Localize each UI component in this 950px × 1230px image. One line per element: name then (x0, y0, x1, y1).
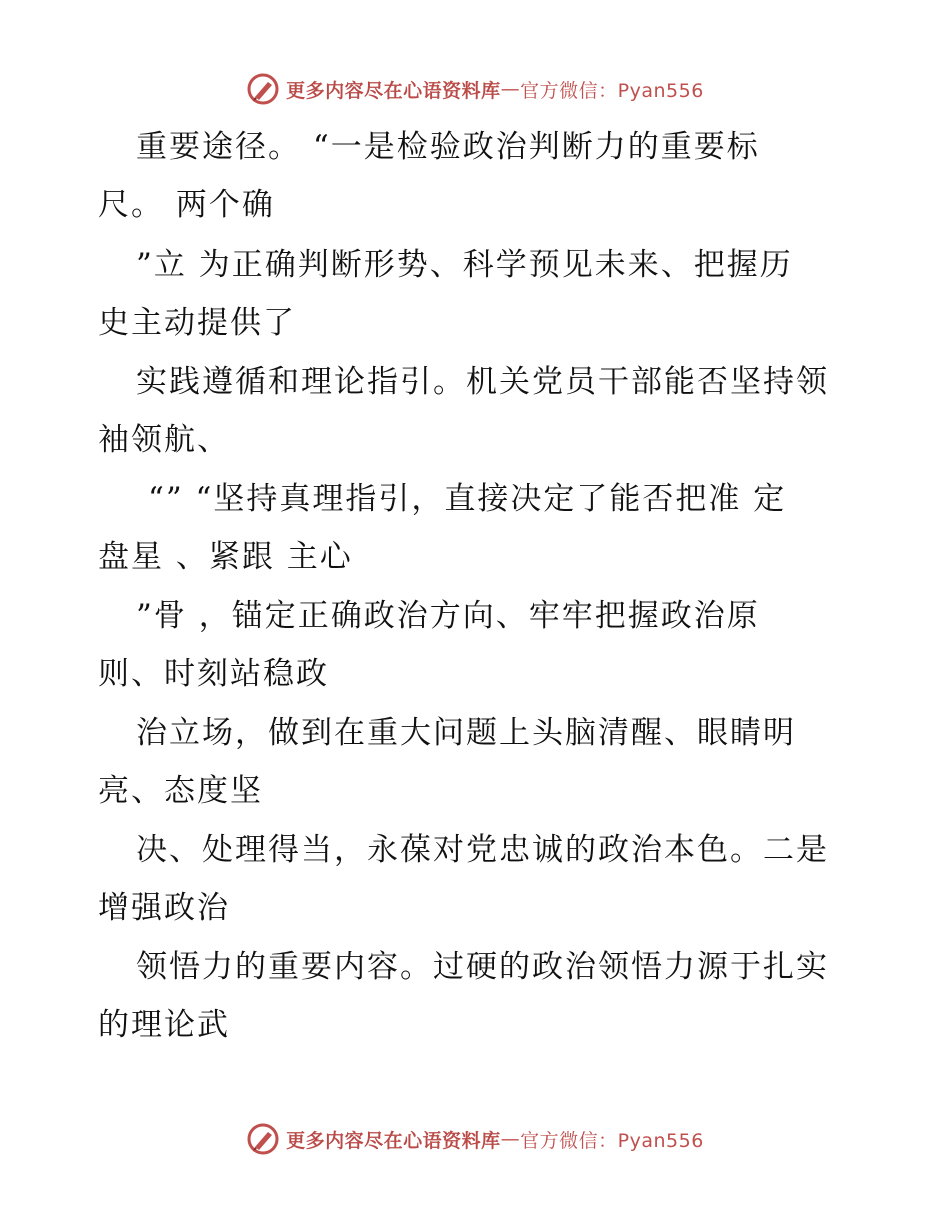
text-line: ”骨 ，锚定正确政治方向、牢牢把握政治原 (136, 598, 760, 634)
text-line: 尺。 两个确 (98, 187, 275, 223)
footer-brand-text: 更多内容尽在心语资料库 (286, 1129, 501, 1152)
text-line: 则、时刻站稳政 (98, 656, 329, 692)
text-line: 实践遵循和理论指引。机关党员干部能否坚持领 (136, 364, 829, 400)
text-line: 治立场，做到在重大问题上头脑清醒、眼睛明 (136, 715, 796, 751)
text-line: 史主动提供了 (98, 305, 296, 341)
text-line: 盘星 、紧跟 主心 (98, 539, 353, 575)
header-brand-text: 更多内容尽在心语资料库 (286, 79, 501, 102)
text-line: “” “坚持真理指引，直接决定了能否把准 定 (148, 481, 787, 517)
page-header (0, 72, 950, 106)
text-line: ”立 为正确判断形势、科学预见未来、把握历 (136, 247, 793, 283)
pen-logo-icon (246, 72, 280, 106)
text-line: 决、处理得当，永葆对党忠诚的政治本色。二是 (136, 832, 829, 868)
page-footer (0, 1122, 950, 1156)
text-line: 亮、态度坚 (98, 773, 263, 809)
text-line: 袖领航、 (98, 422, 230, 458)
text-line: 重要途径。 “一是检验政治判断力的重要标 (136, 129, 760, 165)
pen-logo-icon (246, 1122, 280, 1156)
header-separator: — (500, 78, 521, 100)
text-line: 领悟力的重要内容。过硬的政治领悟力源于扎实 (136, 949, 829, 985)
text-line: 增强政治 (98, 890, 230, 926)
text-line: 的理论武 (98, 1007, 230, 1043)
footer-wechat-text: 官方微信：Pyan556 (520, 1129, 704, 1152)
footer-separator: — (500, 1128, 521, 1150)
header-wechat-text: 官方微信：Pyan556 (520, 79, 704, 102)
